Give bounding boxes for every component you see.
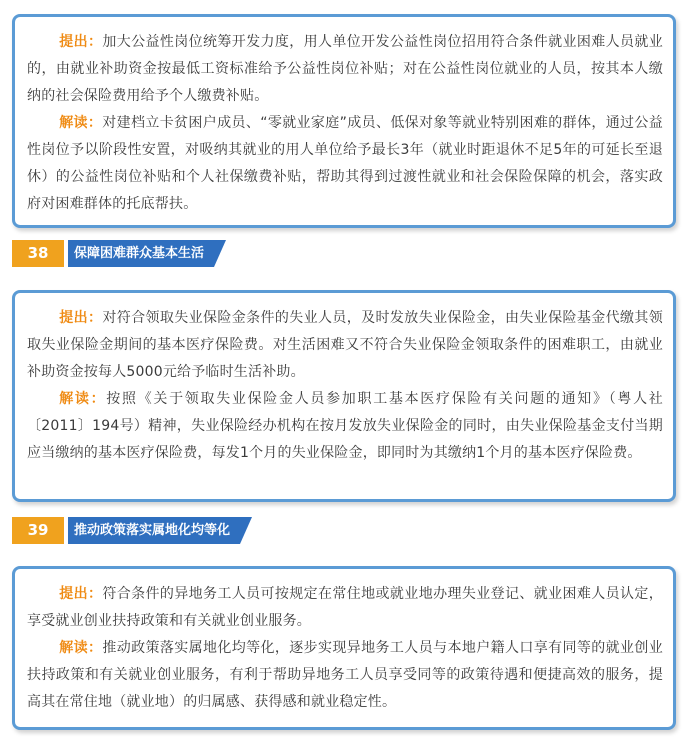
- section-number: 39: [12, 517, 64, 544]
- interpretation-paragraph: [27, 110, 663, 218]
- interpretation-label: 解读：: [59, 115, 103, 131]
- interpretation-text: 按照《关于领取失业保险金人员参加职工基本医疗保险有关问题的通知》（粤人社〔2011〕194号）精神，失业保险经办机构在按月发放失业保险金的同时，由失业保险基金支付当期应当缴纳的基本医疗保险费，每发1个月的失业保险金，即同时为其缴纳1个月的基本医疗保险费。: [27, 391, 663, 461]
- proposal-label: 提出：: [59, 586, 103, 602]
- interpretation-label: 解读：: [59, 640, 103, 656]
- proposal-text: 符合条件的异地务工人员可按规定在常住地或就业地办理失业登记、就业困难人员认定，享受就业创业扶持政策和有关就业创业服务。: [27, 586, 663, 629]
- section-title: 推动政策落实属地化均等化: [68, 517, 240, 544]
- section-title-arrow: [240, 517, 252, 544]
- proposal-label: 提出：: [59, 34, 103, 50]
- interpretation-text: 推动政策落实属地化均等化，逐步实现异地务工人员与本地户籍人口享有同等的就业创业扶持政策和有关就业创业服务，有利于帮助异地务工人员享受同等的政策待遇和便捷高效的服务，提高其在常住地（就业地）的归属感、获得感和就业稳定性。: [27, 640, 663, 710]
- proposal-paragraph: [27, 581, 663, 635]
- policy-card-38: [12, 290, 676, 502]
- section-title-arrow: [214, 240, 226, 267]
- proposal-text: 加大公益性岗位统筹开发力度，用人单位开发公益性岗位招用符合条件就业困难人员就业的，由就业补助资金按最低工资标准给予公益性岗位补贴；对在公益性岗位就业的人员，按其本人缴纳的社会保险费用给予个人缴费补贴。: [27, 34, 663, 104]
- policy-card-37: [12, 14, 676, 228]
- section-number: 38: [12, 240, 64, 267]
- interpretation-label: 解读：: [59, 391, 107, 407]
- proposal-label: 提出：: [59, 310, 103, 326]
- section-header-38: [12, 240, 312, 267]
- section-header-39: [12, 517, 312, 544]
- interpretation-paragraph: [27, 635, 663, 716]
- interpretation-text: 对建档立卡贫困户成员、“零就业家庭”成员、低保对象等就业特别困难的群体，通过公益性岗位予以阶段性安置，对吸纳其就业的用人单位给予最长3年（就业时距退休不足5年的可延长至退休）的公益性岗位补贴和个人社保缴费补贴，帮助其得到过渡性就业和社会保险保障的机会，落实政府对困难群体的托底帮扶。: [27, 115, 663, 212]
- proposal-paragraph: [27, 29, 663, 110]
- policy-card-39: [12, 566, 676, 730]
- proposal-paragraph: [27, 305, 663, 386]
- section-title: 保障困难群众基本生活: [68, 240, 214, 267]
- proposal-text: 对符合领取失业保险金条件的失业人员，及时发放失业保险金，由失业保险基金代缴其领取失业保险金期间的基本医疗保险费。对生活困难又不符合失业保险金领取条件的困难职工，由就业补助资金按每人5000元给予临时生活补助。: [27, 310, 663, 380]
- interpretation-paragraph: [27, 386, 663, 467]
